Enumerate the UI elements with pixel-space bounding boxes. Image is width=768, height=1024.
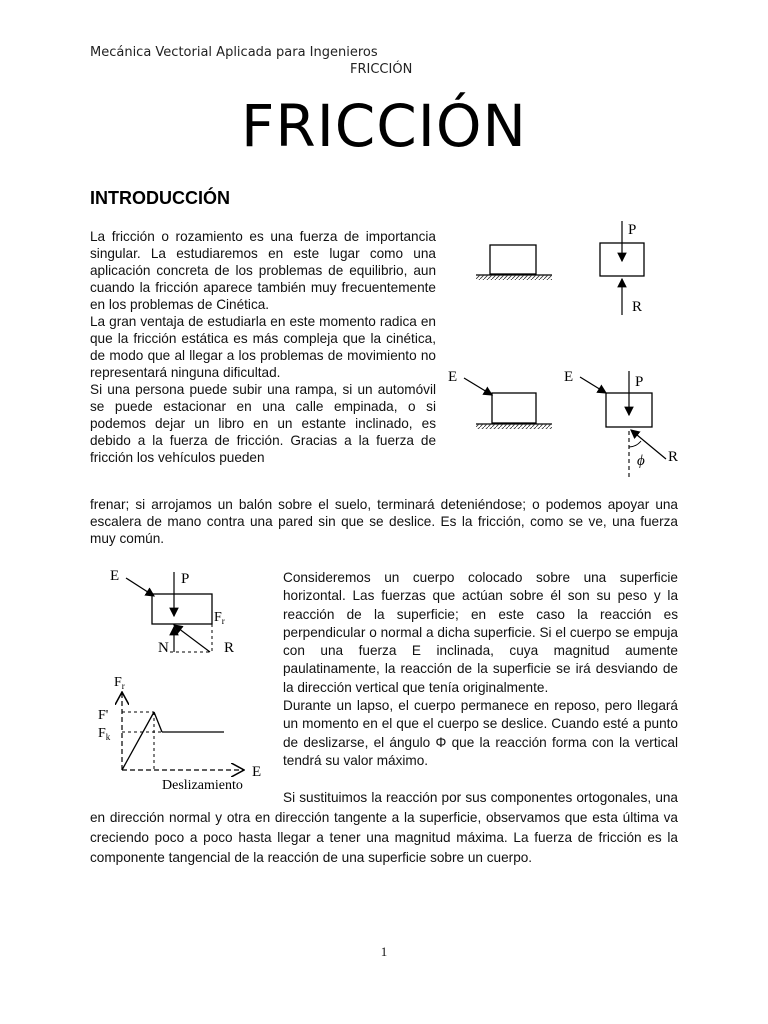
header-topic: FRICCIÓN xyxy=(350,62,413,77)
label-phi: ϕ xyxy=(637,453,645,469)
label-e2: E xyxy=(564,369,574,385)
label-e: E xyxy=(448,369,458,385)
label-p: P xyxy=(628,222,637,238)
intro-text-3: Si una persona puede subir una rampa, si un automóvil se puede estacionar en una calle empinada, o si podemos dejar un libro en un estante inclinado, es debido a la fuerza de fricción. Gracias a la fuerza de fricción los vehículos pueden xyxy=(90,382,436,465)
friction-graph xyxy=(98,675,261,793)
label-r2: R xyxy=(668,449,679,465)
label-fr: $F_r$ xyxy=(214,610,225,626)
free-body-diagrams xyxy=(440,215,690,485)
free-body-p-r-diagram xyxy=(600,221,644,315)
intro-text-4: frenar; si arrojamos un balón sobre el suelo, terminará deteniéndose; o podemos apoyar una escalera de mano contra una pared sin que se deslice. Es la fricción, como se ve, una fuerza muy común. xyxy=(90,497,678,546)
page-title: FRICCIÓN xyxy=(241,92,527,160)
body-text-1: Consideremos un cuerpo colocado sobre una superficie horizontal. Las fuerzas que actúan sobre él son su peso y la reacción de la superficie; en este caso la reacción es perpendicular o normal a dicha superficie. Si el cuerpo se empuja con una fuerza E inclinada, cuya magnitud aumente paulatinamente, la reacción de la superficie se irá desviando de la dirección vertical que tenía originalmente. xyxy=(283,570,678,695)
label-p3: P xyxy=(181,571,190,587)
body-text-2: Durante un lapso, el cuerpo permanece en reposo, pero llegará un momento en el que el cuerpo se deslice. Cuando esté a punto de deslizarse, el ángulo Φ que la reacción forma con la vertical tendrá su valor máximo. xyxy=(283,698,678,768)
label-n: N xyxy=(158,640,169,656)
friction-free-body-diagram xyxy=(110,568,234,656)
kinetic-friction-line xyxy=(154,712,162,732)
block-at-rest-diagram xyxy=(476,245,552,280)
body-paragraph xyxy=(283,569,678,770)
label-r3: R xyxy=(224,640,235,656)
label-e3: E xyxy=(110,568,120,584)
graph-label-e: E xyxy=(252,764,262,780)
graph-label-fr: $F_r$ xyxy=(114,675,125,691)
page-number: 1 xyxy=(380,944,388,959)
intro-text-2: La gran ventaja de estudiarla en este momento radica en que la fricción estática es más compleja que la cinética, de modo que al llegar a los problemas de movimiento no representará ninguna dificultad. xyxy=(90,314,436,380)
block-pushed-diagram xyxy=(448,369,552,429)
friction-diagrams xyxy=(92,562,282,822)
label-p2: P xyxy=(635,374,644,390)
intro-paragraph xyxy=(90,228,436,466)
final-text: Si sustituimos la reacción por sus componentes ortogonales, una en dirección normal y otra en dirección tangente a la superficie, observamos que esta última va creciendo poco a poco hasta llegar a tener una magnitud máxima. La fuerza de fricción es la componente tangencial de la reacción de una superficie sobre un cuerpo. xyxy=(90,790,678,865)
intro-text-1: La fricción o rozamiento es una fuerza de importancia singular. La estudiaremos en este lugar como una aplicación concreta de los problemas de equilibrio, aun cuando la fricción aparece también muy frecuentemente en los problemas de Cinética. xyxy=(90,229,436,312)
section-heading: INTRODUCCIÓN xyxy=(90,188,230,208)
graph-label-fprime: F' xyxy=(98,708,109,723)
header-course: Mecánica Vectorial Aplicada para Ingenieros xyxy=(90,45,378,60)
intro-continuation xyxy=(90,496,678,547)
static-friction-line xyxy=(122,712,154,770)
label-r: R xyxy=(632,299,643,315)
graph-label-fk: $F_k$ xyxy=(98,726,111,742)
graph-label-slide: Deslizamiento xyxy=(162,778,243,793)
free-body-angle-diagram xyxy=(564,369,678,477)
final-paragraph xyxy=(90,788,678,868)
